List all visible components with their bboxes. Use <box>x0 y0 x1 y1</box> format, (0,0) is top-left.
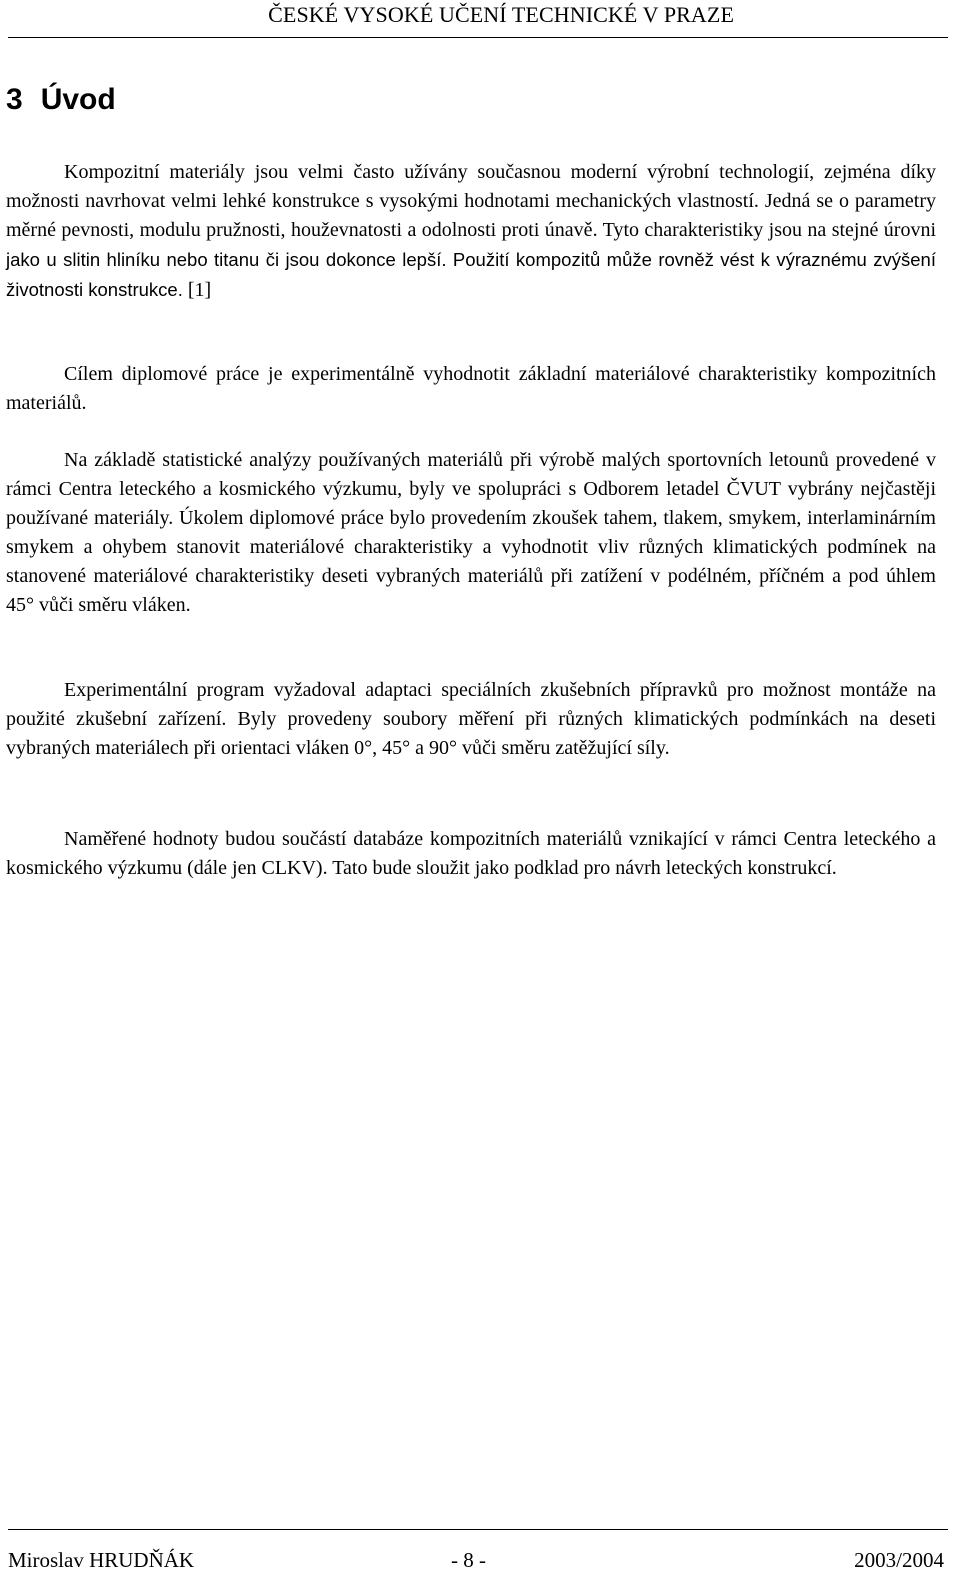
paragraph-intro-text-a: Kompozitní materiály jsou velmi často užívány současnou moderní výrobní technologií, zejména díky možnosti navrhovat velmi lehké konstrukce s vysokými hodnotami mechanických vlastností. Jedná se o parametry měrné pevnosti, modulu pružnosti, houževnatosti a odolnosti proti únavě. Tyto charakteristiky jsou na stejné úrovni <box>6 161 936 241</box>
footer-page-number: - 8 - <box>451 1548 486 1572</box>
paragraph-results <box>6 825 936 883</box>
page-header <box>8 0 948 38</box>
page-footer <box>8 1529 948 1586</box>
chapter-heading <box>6 83 116 117</box>
footer-author: Miroslav HRUDŇÁK <box>8 1548 195 1572</box>
paragraph-intro <box>6 158 936 305</box>
paragraph-program-text: Experimentální program vyžadoval adaptaci speciálních zkušebních přípravků pro možnost montáže na použité zkušební zařízení. Byly provedeny soubory měření při různých klimatických podmínkách na deseti vybraných materiálech při orientaci vláken 0°, 45° a 90° vůči směru zatěžující síly. <box>6 679 936 759</box>
paragraph-intro-text-b: jako u slitin hliníku nebo titanu či jsou dokonce lepší. Použití kompozitů může rovněž vést k výraznému zvýšení životnosti konstrukce. <box>6 249 936 300</box>
paragraph-analysis <box>6 446 936 620</box>
paragraph-program <box>6 676 936 763</box>
paragraph-goal <box>6 360 936 418</box>
paragraph-goal-text: Cílem diplomové práce je experimentálně vyhodnotit základní materiálové charakteristiky kompozitních materiálů. <box>6 363 936 414</box>
header-institution: ČESKÉ VYSOKÉ UČENÍ TECHNICKÉ V PRAZE <box>268 2 734 27</box>
paragraph-analysis-text: Na základě statistické analýzy používaných materiálů při výrobě malých sportovních letounů provedené v rámci Centra leteckého a kosmického výzkumu, byly ve spolupráci s Odborem letadel ČVUT vybrány nejčastěji používané materiály. Úkolem diplomové práce bylo provedením zkoušek tahem, tlakem, smykem, interlaminárním smykem a ohybem stanovit materiálové charakteristiky a vyhodnotit vliv různých klimatických podmínek na stanovené materiálové charakteristiky deseti vybraných materiálů při zatížení v podélném, příčném a pod úhlem 45° vůči směru vláken. <box>6 449 936 616</box>
chapter-title: Úvod <box>40 83 116 116</box>
footer-year: 2003/2004 <box>854 1548 944 1572</box>
citation-ref: [1] <box>182 279 212 301</box>
paragraph-results-text: Naměřené hodnoty budou součástí databáze kompozitních materiálů vznikající v rámci Centra leteckého a kosmického výzkumu (dále jen CLKV). Tato bude sloužit jako podklad pro návrh leteckých konstrukcí. <box>6 828 936 879</box>
chapter-number: 3 <box>6 83 23 116</box>
